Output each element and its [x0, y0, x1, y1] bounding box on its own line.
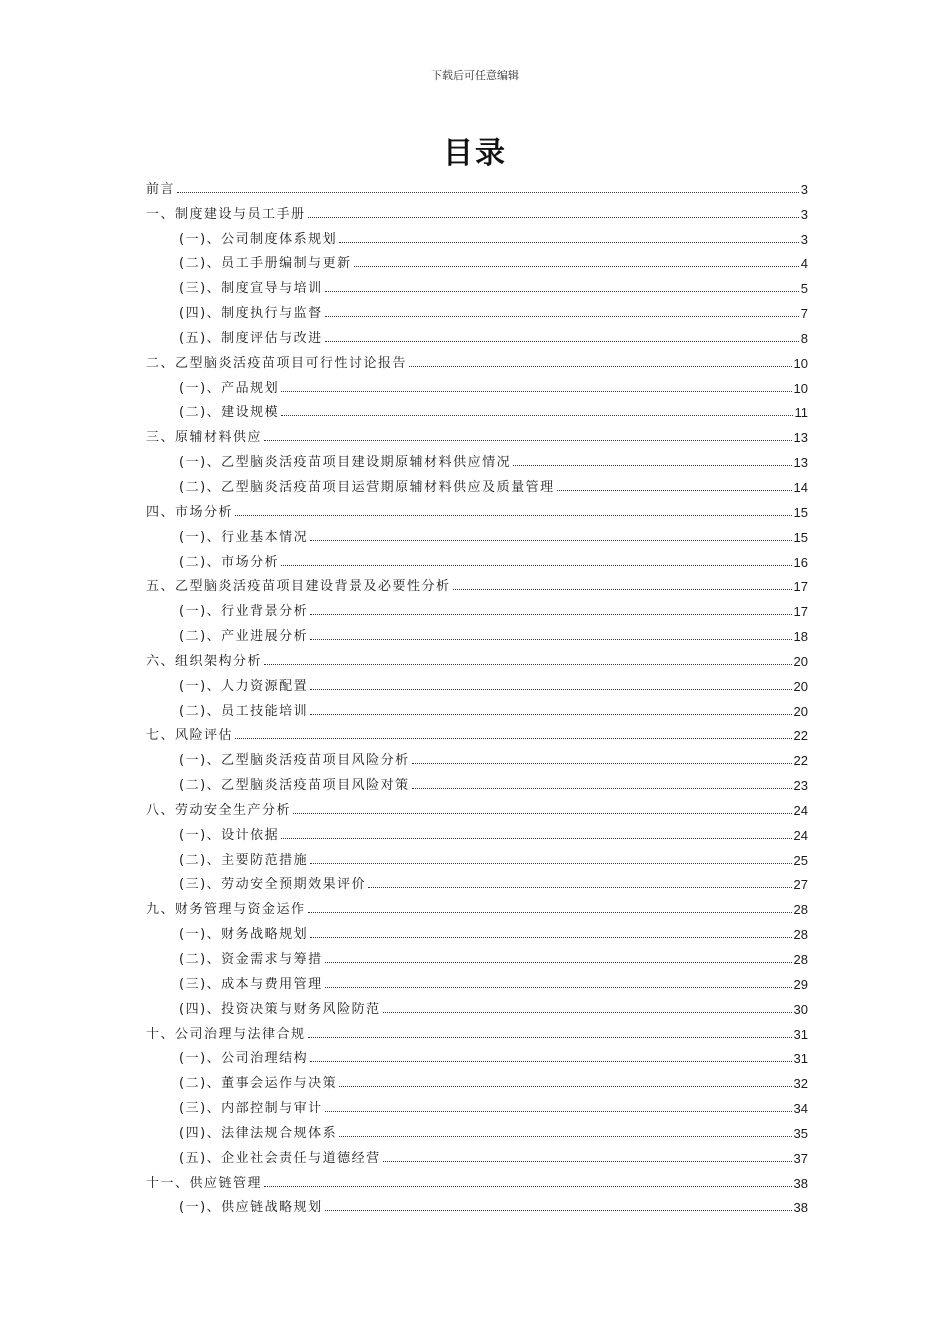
toc-entry[interactable] — [146, 323, 808, 348]
toc-entry[interactable] — [146, 373, 808, 398]
toc-page-number: 35 — [793, 1125, 808, 1141]
dot-leader — [264, 440, 792, 441]
toc-page-number: 14 — [793, 479, 808, 495]
dot-leader — [325, 341, 799, 342]
toc-entry-text: (一)、公司制度体系规划 — [179, 231, 338, 247]
toc-entry-text: (二)、资金需求与筹措 — [179, 952, 323, 967]
toc-page-number: 15 — [793, 504, 808, 520]
dot-leader — [339, 1086, 791, 1087]
dot-leader — [453, 589, 792, 590]
toc-entry[interactable] — [146, 994, 808, 1019]
toc-entry[interactable] — [146, 298, 808, 323]
dot-leader — [325, 987, 792, 988]
toc-entry-text: (二)、产业进展分析 — [179, 629, 309, 645]
toc-entry-text: (三)、内部控制与审计 — [179, 1101, 323, 1117]
toc-page-number: 38 — [793, 1200, 808, 1216]
dot-leader — [339, 1136, 791, 1137]
toc-entry-text: (三)、劳动安全预期效果评价 — [179, 877, 367, 893]
toc-title: 目录 — [443, 136, 507, 171]
toc-page-number: 25 — [793, 852, 808, 868]
toc-entry[interactable] — [146, 721, 808, 746]
toc-page-number: 17 — [793, 579, 808, 595]
toc-entry-text: (五)、企业社会责任与道德经营 — [179, 1150, 381, 1166]
toc-entry-text: (二)、董事会运作与决策 — [179, 1076, 338, 1092]
toc-entry[interactable] — [146, 199, 808, 224]
toc-page-number: 28 — [793, 902, 808, 918]
dot-leader — [281, 565, 791, 566]
toc-entry-text: (二)、主要防范措施 — [179, 852, 309, 868]
dot-leader — [383, 1012, 792, 1013]
toc-page-number: 24 — [793, 802, 808, 818]
toc-entry-text: (二)、市场分析 — [179, 554, 280, 570]
toc-page-number: 16 — [793, 554, 808, 570]
toc-entry-text: (二)、乙型脑炎活疫苗项目风险对策 — [179, 778, 410, 794]
toc-page-number: 38 — [793, 1175, 808, 1191]
dot-leader — [281, 391, 791, 392]
toc-entry[interactable] — [146, 572, 808, 597]
toc-page-number: 10 — [793, 355, 808, 371]
dot-leader — [368, 887, 791, 888]
dot-leader — [310, 689, 791, 690]
toc-entry-text: (一)、乙型脑炎活疫苗项目建设期原辅材料供应情况 — [179, 455, 512, 471]
header-note: 下载后可任意编辑 — [431, 69, 519, 82]
toc-page-number: 20 — [793, 653, 808, 669]
dot-leader — [310, 937, 791, 938]
toc-entry[interactable] — [146, 249, 808, 274]
toc-entry-text: 一、制度建设与员工手册 — [146, 206, 306, 222]
toc-entry-text: 七、风险评估 — [146, 728, 234, 744]
toc-page-number: 20 — [793, 678, 808, 694]
toc-entry-text: (一)、人力资源配置 — [179, 678, 309, 694]
toc-entry[interactable] — [146, 547, 808, 572]
dot-leader — [235, 738, 792, 739]
toc-page-number: 7 — [800, 306, 808, 322]
dot-leader — [264, 664, 792, 665]
toc-page-number: 11 — [794, 405, 808, 421]
toc-entry-text: (五)、制度评估与改进 — [179, 330, 323, 346]
toc-entry[interactable] — [146, 273, 808, 298]
dot-leader — [325, 1111, 792, 1112]
toc-entry[interactable] — [146, 447, 808, 472]
toc-entry[interactable] — [146, 472, 808, 497]
toc-entry-text: 九、财务管理与资金运作 — [146, 902, 306, 918]
toc-page-number: 10 — [793, 380, 808, 396]
toc-entry[interactable] — [146, 1068, 808, 1093]
toc-page-number: 22 — [793, 728, 808, 744]
dot-leader — [177, 192, 799, 193]
dot-leader — [235, 515, 792, 516]
toc-entry[interactable] — [146, 870, 808, 895]
toc-page-number: 15 — [793, 529, 808, 545]
toc-entry-text: 六、组织架构分析 — [146, 653, 263, 669]
toc-page-number: 13 — [793, 430, 808, 446]
toc-page-number: 22 — [793, 753, 808, 769]
toc-entry-text: (二)、建设规模 — [179, 405, 280, 421]
dot-leader — [293, 813, 792, 814]
dot-leader — [557, 490, 792, 491]
toc-entry[interactable] — [146, 1118, 808, 1143]
toc-entry[interactable] — [146, 596, 808, 621]
toc-entry-text: 二、乙型脑炎活疫苗项目可行性讨论报告 — [146, 355, 408, 371]
toc-entry[interactable] — [146, 224, 808, 249]
dot-leader — [310, 540, 791, 541]
dot-leader — [412, 788, 792, 789]
toc-entry[interactable] — [146, 894, 808, 919]
toc-entry[interactable] — [146, 497, 808, 522]
toc-entry-text: (一)、乙型脑炎活疫苗项目风险分析 — [179, 753, 410, 769]
toc-entry[interactable] — [146, 845, 808, 870]
toc-entry[interactable] — [146, 969, 808, 994]
toc-entry-text: (四)、投资决策与财务风险防范 — [179, 1001, 381, 1017]
toc-page-number: 5 — [800, 281, 808, 297]
toc-entry[interactable] — [146, 1193, 808, 1218]
dot-leader — [310, 1061, 791, 1062]
dot-leader — [310, 714, 791, 715]
dot-leader — [310, 614, 791, 615]
toc-entry-text: 前言 — [146, 181, 176, 197]
toc-page-number: 20 — [793, 703, 808, 719]
dot-leader — [310, 639, 791, 640]
toc-entry-text: (一)、行业基本情况 — [179, 529, 309, 545]
toc-entry-text: (二)、员工技能培训 — [179, 703, 309, 719]
dot-leader — [325, 1210, 792, 1211]
toc-page-number: 28 — [793, 952, 808, 967]
toc-page-number: 28 — [793, 927, 808, 943]
toc-entry[interactable] — [146, 919, 808, 944]
toc-entry[interactable] — [146, 795, 808, 820]
toc-page-number: 34 — [793, 1101, 808, 1117]
toc-entry-text: 十一、供应链管理 — [146, 1175, 263, 1191]
toc-entry-text: 八、劳动安全生产分析 — [146, 802, 292, 818]
toc-entry[interactable] — [146, 820, 808, 845]
toc-entry[interactable] — [146, 621, 808, 646]
toc-page-number: 17 — [793, 604, 808, 620]
table-of-contents — [146, 174, 808, 1217]
toc-entry-text: (一)、公司治理结构 — [179, 1051, 309, 1067]
dot-leader — [308, 217, 799, 218]
toc-entry[interactable] — [146, 745, 808, 770]
toc-page-number: 4 — [800, 256, 808, 272]
dot-leader — [308, 1037, 792, 1038]
dot-leader — [308, 912, 792, 913]
dot-leader — [354, 266, 799, 267]
dot-leader — [412, 763, 792, 764]
toc-entry-text: 十、公司治理与法律合规 — [146, 1026, 306, 1042]
toc-page-number: 31 — [793, 1026, 808, 1042]
toc-entry[interactable] — [146, 174, 808, 199]
toc-entry[interactable] — [146, 1044, 808, 1069]
dot-leader — [281, 838, 791, 839]
dot-leader — [310, 863, 791, 864]
toc-page-number: 23 — [793, 778, 808, 794]
toc-entry-text: (一)、产品规划 — [179, 380, 280, 396]
toc-entry-text: 三、原辅材料供应 — [146, 430, 263, 446]
toc-page-number: 30 — [793, 1001, 808, 1017]
toc-entry-text: (一)、行业背景分析 — [179, 604, 309, 620]
toc-page-number: 3 — [800, 206, 808, 222]
toc-entry-text: 四、市场分析 — [146, 504, 234, 520]
toc-entry-text: (四)、法律法规合规体系 — [179, 1125, 338, 1141]
dot-leader — [325, 316, 799, 317]
toc-page-number: 13 — [793, 455, 808, 471]
toc-entry-text: 五、乙型脑炎活疫苗项目建设背景及必要性分析 — [146, 579, 451, 595]
toc-entry[interactable] — [146, 1168, 808, 1193]
toc-entry-text: (四)、制度执行与监督 — [179, 306, 323, 322]
toc-page-number: 32 — [793, 1076, 808, 1092]
toc-entry[interactable] — [146, 696, 808, 721]
toc-entry-text: (一)、财务战略规划 — [179, 927, 309, 943]
dot-leader — [325, 962, 792, 963]
dot-leader — [339, 242, 799, 243]
toc-entry-text: (一)、设计依据 — [179, 827, 280, 843]
toc-entry-text: (三)、制度宣导与培训 — [179, 281, 323, 297]
toc-page-number: 29 — [793, 976, 808, 992]
dot-leader — [409, 366, 792, 367]
toc-page-number: 18 — [793, 629, 808, 645]
toc-entry[interactable] — [146, 671, 808, 696]
dot-leader — [325, 291, 799, 292]
dot-leader — [281, 415, 792, 416]
toc-entry[interactable] — [146, 770, 808, 795]
toc-page-number: 3 — [800, 181, 808, 197]
toc-page-number: 3 — [800, 231, 808, 247]
toc-entry[interactable] — [146, 1019, 808, 1044]
toc-entry[interactable] — [146, 398, 808, 423]
toc-entry[interactable] — [146, 522, 808, 547]
toc-entry[interactable] — [146, 1143, 808, 1168]
toc-page-number: 37 — [793, 1150, 808, 1166]
toc-page-number: 31 — [793, 1051, 808, 1067]
toc-page-number: 24 — [793, 827, 808, 843]
dot-leader — [513, 465, 791, 466]
toc-entry-text: (三)、成本与费用管理 — [179, 976, 323, 992]
toc-entry[interactable] — [146, 1093, 808, 1118]
toc-entry[interactable] — [146, 944, 808, 969]
toc-entry[interactable] — [146, 646, 808, 671]
toc-page-number: 27 — [793, 877, 808, 893]
toc-entry[interactable] — [146, 348, 808, 373]
dot-leader — [264, 1186, 792, 1187]
toc-entry-text: (一)、供应链战略规划 — [179, 1200, 323, 1216]
dot-leader — [383, 1161, 792, 1162]
toc-entry-text: (二)、员工手册编制与更新 — [179, 256, 352, 272]
toc-entry[interactable] — [146, 422, 808, 447]
toc-entry-text: (二)、乙型脑炎活疫苗项目运营期原辅材料供应及质量管理 — [179, 479, 555, 495]
toc-page-number: 8 — [800, 330, 808, 346]
